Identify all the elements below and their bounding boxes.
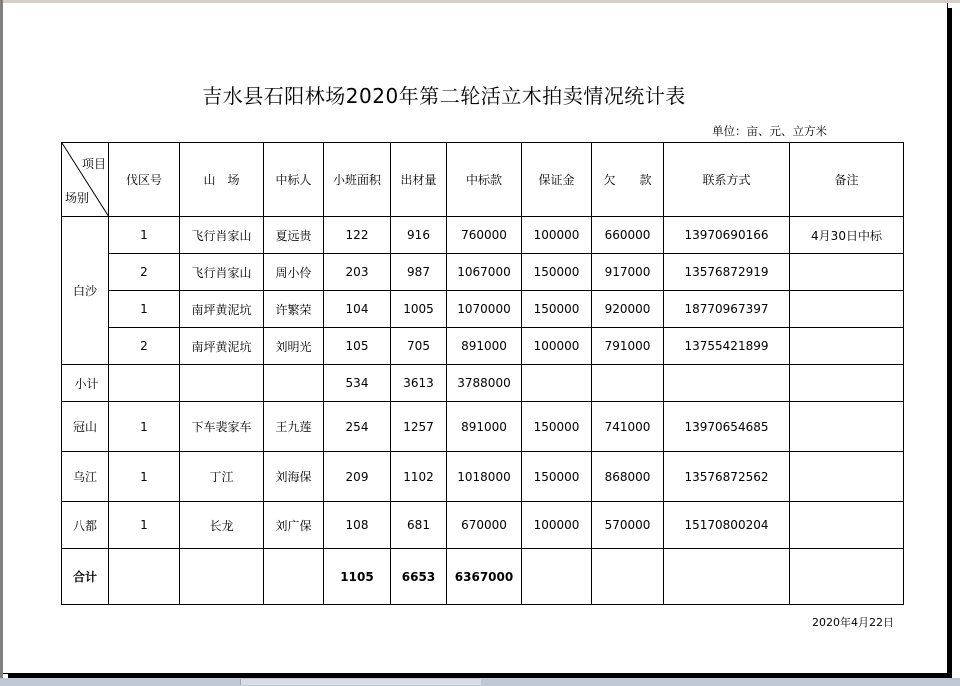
total-area: 1105 (324, 549, 391, 605)
table-cell: 122 (324, 217, 391, 254)
table-cell: 2 (109, 328, 180, 365)
table-cell: 100000 (522, 502, 592, 549)
table-cell: 150000 (522, 452, 592, 502)
table-cell: 100000 (522, 328, 592, 365)
table-cell: 下车裴家车 (180, 402, 264, 452)
table-cell: 13970654685 (664, 402, 790, 452)
col-header: 备注 (790, 143, 904, 217)
table-row (62, 291, 904, 328)
table-cell (790, 254, 904, 291)
table-cell: 209 (324, 452, 391, 502)
table-cell: 705 (391, 328, 447, 365)
col-header: 山 场 (180, 143, 264, 217)
table-row (62, 402, 904, 452)
table-cell: 18770967397 (664, 291, 790, 328)
table-cell (109, 365, 180, 402)
table-cell: 891000 (447, 402, 522, 452)
table-cell: 南坪黄泥坑 (180, 328, 264, 365)
table-cell: 13576872562 (664, 452, 790, 502)
table-cell: 150000 (522, 402, 592, 452)
subtotal-label: 小计 (62, 365, 109, 402)
total-label: 合计 (62, 549, 109, 605)
table-cell: 刘海保 (264, 452, 324, 502)
group-cell-guanshan: 冠山 (62, 402, 109, 452)
table-cell: 1018000 (447, 452, 522, 502)
subtotal-volume: 3613 (391, 365, 447, 402)
horizontal-scrollbar[interactable] (0, 678, 960, 686)
total-volume: 6653 (391, 549, 447, 605)
table-cell: 4月30日中标 (790, 217, 904, 254)
table-row (62, 452, 904, 502)
table-cell (790, 328, 904, 365)
table-cell: 丁江 (180, 452, 264, 502)
table-cell: 王九莲 (264, 402, 324, 452)
corner-top-label: 项目 (81, 157, 106, 171)
table-cell (790, 402, 904, 452)
table-cell (664, 365, 790, 402)
table-cell: 570000 (592, 502, 664, 549)
total-amount: 6367000 (447, 549, 522, 605)
group-cell-badu: 八都 (62, 502, 109, 549)
table-cell (180, 365, 264, 402)
table-cell: 203 (324, 254, 391, 291)
table-cell: 刘明光 (264, 328, 324, 365)
table-row (62, 502, 904, 549)
table-cell: 飞行肖家山 (180, 217, 264, 254)
table-cell (790, 452, 904, 502)
header-row (62, 143, 904, 217)
table-cell: 13755421899 (664, 328, 790, 365)
subtotal-area: 534 (324, 365, 391, 402)
table-cell: 1102 (391, 452, 447, 502)
table-cell: 681 (391, 502, 447, 549)
total-row (62, 549, 904, 605)
scrollbar-thumb[interactable] (240, 679, 481, 685)
table-cell: 104 (324, 291, 391, 328)
table-cell: 刘广保 (264, 502, 324, 549)
unit-note: 单位：亩、元、立方米 (712, 124, 827, 138)
table-cell: 长龙 (180, 502, 264, 549)
group-cell-wujiang: 乌江 (62, 452, 109, 502)
table-cell: 150000 (522, 254, 592, 291)
table-cell: 1070000 (447, 291, 522, 328)
table-cell (592, 365, 664, 402)
table-cell: 920000 (592, 291, 664, 328)
document-title: 吉水县石阳林场2020年第二轮活立木拍卖情况统计表 (202, 84, 686, 108)
table-cell: 100000 (522, 217, 592, 254)
table-cell (109, 549, 180, 605)
col-header: 保证金 (522, 143, 592, 217)
col-header: 伐区号 (109, 143, 180, 217)
table-row (62, 328, 904, 365)
subtotal-row (62, 365, 904, 402)
table-cell: 南坪黄泥坑 (180, 291, 264, 328)
table-cell (264, 365, 324, 402)
table-cell: 670000 (447, 502, 522, 549)
table-cell (664, 549, 790, 605)
table-cell: 254 (324, 402, 391, 452)
table-cell: 917000 (592, 254, 664, 291)
table-cell: 15170800204 (664, 502, 790, 549)
report-date: 2020年4月22日 (812, 616, 894, 629)
table-cell: 周小伶 (264, 254, 324, 291)
col-header: 小班面积 (324, 143, 391, 217)
subtotal-amount: 3788000 (447, 365, 522, 402)
table-cell: 1 (109, 452, 180, 502)
table-cell: 夏远贵 (264, 217, 324, 254)
table-cell: 741000 (592, 402, 664, 452)
table-cell: 1 (109, 291, 180, 328)
table-cell: 1005 (391, 291, 447, 328)
table-cell (790, 291, 904, 328)
table-cell (522, 365, 592, 402)
table-cell: 105 (324, 328, 391, 365)
auction-statistics-table (61, 142, 904, 605)
table-cell (790, 365, 904, 402)
table-cell: 13970690166 (664, 217, 790, 254)
table-cell: 660000 (592, 217, 664, 254)
table-cell: 许繁荣 (264, 291, 324, 328)
col-header: 中标人 (264, 143, 324, 217)
table-cell (790, 502, 904, 549)
corner-bottom-label: 场别 (65, 191, 90, 205)
col-header: 出材量 (391, 143, 447, 217)
table-cell: 868000 (592, 452, 664, 502)
table-cell (790, 549, 904, 605)
table-cell: 916 (391, 217, 447, 254)
table-cell (264, 549, 324, 605)
table-cell: 飞行肖家山 (180, 254, 264, 291)
table-cell: 1257 (391, 402, 447, 452)
table-cell: 13576872919 (664, 254, 790, 291)
table-row (62, 254, 904, 291)
col-header: 中标款 (447, 143, 522, 217)
table-cell: 108 (324, 502, 391, 549)
table-cell (180, 549, 264, 605)
table-cell: 1 (109, 502, 180, 549)
table-cell: 760000 (447, 217, 522, 254)
table-cell: 1 (109, 217, 180, 254)
table-cell: 1 (109, 402, 180, 452)
table-cell: 2 (109, 254, 180, 291)
group-cell-baisha: 白沙 (62, 217, 109, 365)
col-header: 联系方式 (664, 143, 790, 217)
corner-header-cell (62, 143, 109, 217)
table-cell: 791000 (592, 328, 664, 365)
table-cell: 891000 (447, 328, 522, 365)
table-row (62, 217, 904, 254)
page-shadow-right (948, 8, 952, 674)
table-cell (592, 549, 664, 605)
table-cell (522, 549, 592, 605)
table-cell: 150000 (522, 291, 592, 328)
table-cell: 987 (391, 254, 447, 291)
table-cell: 1067000 (447, 254, 522, 291)
col-header: 欠 款 (592, 143, 664, 217)
